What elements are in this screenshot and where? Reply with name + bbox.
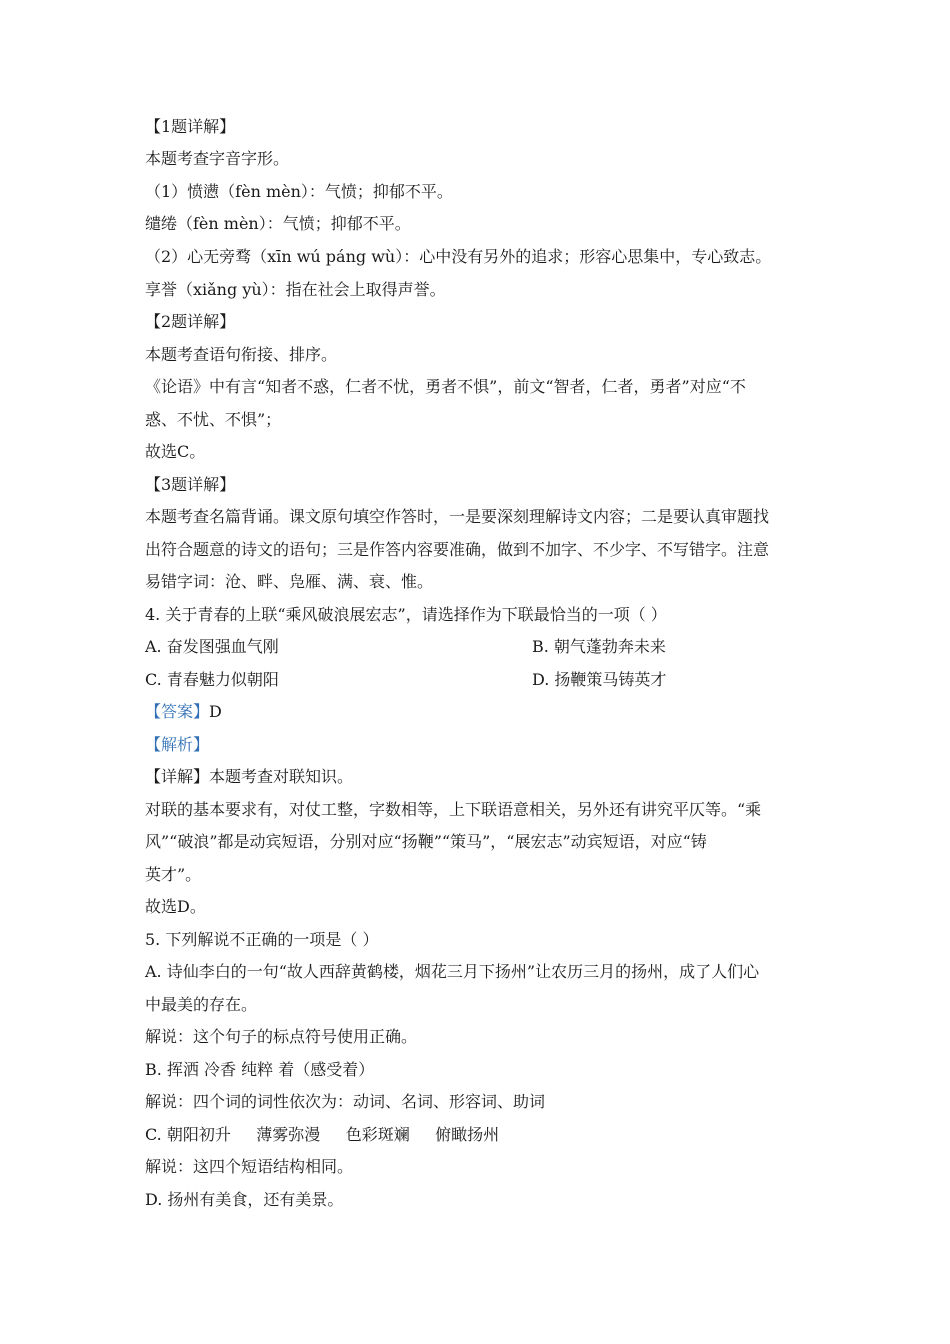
text-line: 本题考查语句衔接、排序。 — [145, 345, 338, 364]
option-d: D. 扬鞭策马铸英才 — [532, 670, 667, 689]
text-line: 享誉（xiǎng yù）：指在社会上取得声誉。 — [145, 280, 446, 299]
question-4: 4. 关于青春的上联“乘风破浪展宏志”，请选择作为下联最恰当的一项（ ） — [145, 605, 667, 624]
option-a: A. 奋发图强血气刚 — [145, 637, 279, 656]
text-line: 本题考查名篇背诵。课文原句填空作答时，一是要深刻理解诗文内容；二是要认真审题找 — [145, 507, 770, 526]
text-line: 本题考查字音字形。 — [145, 149, 290, 168]
section-heading-q2: 【2题详解】 — [145, 312, 236, 331]
text-line: A. 诗仙李白的一句“故人西辞黄鹤楼，烟花三月下扬州”让农历三月的扬州，成了人们心 — [145, 962, 760, 981]
text-line: 英才”。 — [145, 865, 202, 884]
section-heading-q3: 【3题详解】 — [145, 475, 236, 494]
text-line: 出符合题意的诗文的语句；三是作答内容要准确，做到不加字、不少字、不写错字。注意 — [145, 540, 770, 559]
text-line: 解说：四个词的词性依次为：动词、名词、形容词、助词 — [145, 1092, 546, 1111]
text-line: 故选D。 — [145, 897, 206, 916]
text-line: 《论语》中有言“知者不惑，仁者不忧，勇者不惧”，前文“智者，仁者，勇者”对应“不 — [145, 377, 746, 396]
analysis-tag: 【解析】 — [145, 735, 210, 754]
section-heading-q1: 【1题详解】 — [145, 117, 236, 136]
text-line: 风”“破浪”都是动宾短语，分别对应“扬鞭”“策马”，“展宏志”动宾短语，对应“铸 — [145, 832, 707, 851]
answer-line — [145, 701, 222, 723]
text-line: D. 扬州有美食，还有美景。 — [145, 1190, 344, 1209]
text-line: （2）心无旁骛（xīn wú páng wù）：心中没有另外的追求；形容心思集中，专心致志。 — [145, 247, 772, 266]
text-line: 惑、不忧、不惧”； — [145, 410, 282, 429]
answer-value: D — [209, 702, 222, 721]
text-line: 解说：这四个短语结构相同。 — [145, 1157, 354, 1176]
text-line: 对联的基本要求有，对仗工整，字数相等，上下联语意相关，另外还有讲究平仄等。“乘 — [145, 800, 762, 819]
text-line: 缱绻（fèn mèn）：气愤；抑郁不平。 — [145, 214, 411, 233]
text-line: C. 朝阳初升 薄雾弥漫 色彩斑斓 俯瞰扬州 — [145, 1125, 500, 1144]
text-line: 中最美的存在。 — [145, 995, 258, 1014]
text-line: 解说：这个句子的标点符号使用正确。 — [145, 1027, 418, 1046]
answer-tag: 【答案】 — [145, 702, 210, 721]
question-5: 5. 下列解说不正确的一项是（ ） — [145, 930, 379, 949]
text-line: （1）愤懑（fèn mèn）：气愤；抑郁不平。 — [145, 182, 453, 201]
text-line: B. 挥洒 冷香 纯粹 着（感受着） — [145, 1060, 375, 1079]
option-b: B. 朝气蓬勃奔未来 — [532, 637, 666, 656]
option-c: C. 青春魅力似朝阳 — [145, 670, 279, 689]
text-line: 易错字词：沧、畔、凫雁、满、衰、惟。 — [145, 572, 434, 591]
text-line: 【详解】本题考查对联知识。 — [145, 767, 354, 786]
text-line: 故选C。 — [145, 442, 206, 461]
